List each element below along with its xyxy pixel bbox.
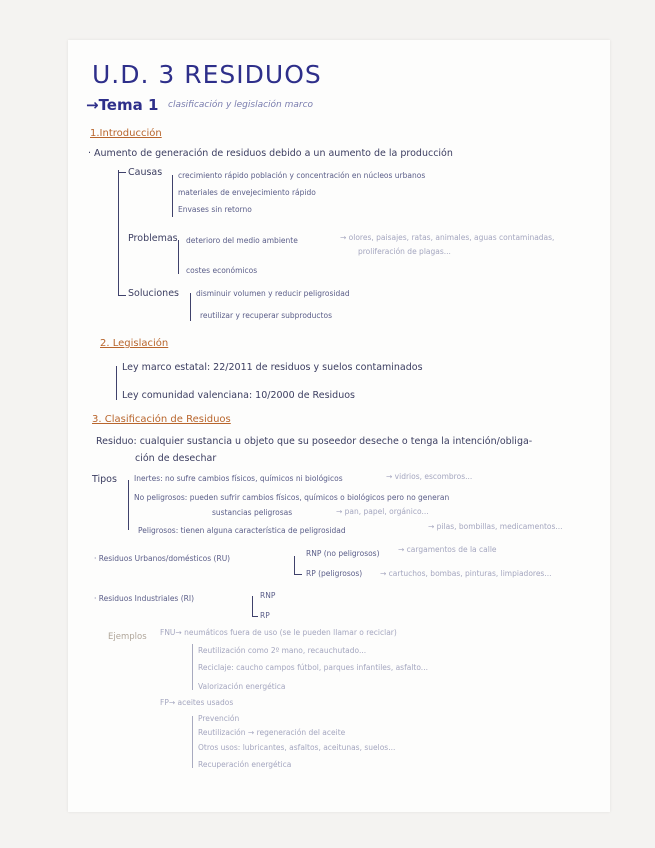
tema-subtitle: clasificación y legislación marco (168, 100, 314, 110)
fnu-item: Reutilización como 2º mano, recauchutado... (198, 646, 367, 655)
residuos-industriales: · Residuos Industriales (RI) (94, 594, 194, 603)
peligrosos-note: → pilas, bombillas, medicamentos... (428, 522, 563, 531)
problemas-note: → olores, paisajes, ratas, animales, aguas contaminadas, (340, 233, 555, 242)
ru-rnp: RNP (no peligrosos) (306, 549, 380, 558)
tipo-inertes: Inertes: no sufre cambios físicos, químicos ni biológicos (134, 474, 343, 483)
intro-text: · Aumento de generación de residuos debido a un aumento de la producción (88, 148, 453, 159)
causas-bracket (172, 175, 173, 217)
tema-heading: →Tema 1 (86, 96, 159, 114)
ru-rnp-note: → cargamentos de la calle (398, 545, 497, 554)
legislacion-bracket (116, 366, 117, 400)
ri-bracket (252, 596, 253, 616)
soluciones-label: Soluciones (128, 288, 179, 299)
causa-item: materiales de envejecimiento rápido (178, 188, 316, 197)
causa-item: Envases sin retorno (178, 205, 252, 214)
section-heading-clasificacion: 3. Clasificación de Residuos (92, 414, 231, 425)
fp-item: Otros usos: lubricantes, asfaltos, aceitunas, suelos... (198, 743, 396, 752)
tipo-no-peligrosos-cont: sustancias peligrosas (212, 508, 293, 517)
tipos-bracket (128, 480, 129, 530)
fp-item: Reutilización → regeneración del aceite (198, 728, 346, 737)
ejemplos-label: Ejemplos (108, 632, 147, 642)
problemas-bracket (178, 240, 179, 274)
section-heading-legislacion: 2. Legislación (100, 338, 169, 349)
bracket-tick (118, 295, 126, 296)
problema-item: costes económicos (186, 266, 258, 275)
tipo-peligrosos: Peligrosos: tienen alguna característica de peligrosidad (138, 526, 346, 535)
fp-item: Recuperación energética (198, 760, 292, 769)
causas-label: Causas (128, 167, 163, 178)
residuos-urbanos: · Residuos Urbanos/domésticos (RU) (94, 554, 231, 563)
ru-bracket (294, 556, 295, 574)
soluciones-bracket (190, 293, 191, 321)
fnu-item: Valorización energética (198, 682, 286, 691)
fnu-item: Reciclaje: caucho campos fútbol, parques infantiles, asfalto... (198, 663, 428, 672)
section1-main-bracket (118, 170, 119, 296)
page-title: U.D. 3 RESIDUOS (92, 60, 322, 89)
section-heading-introduccion: 1.Introducción (90, 128, 162, 139)
fp-bracket (192, 716, 193, 768)
ley-item: Ley marco estatal: 22/2011 de residuos y suelos contaminados (122, 362, 423, 373)
ru-rp-note: → cartuchos, bombas, pinturas, limpiadores... (380, 569, 552, 578)
no-peligrosos-note: → pan, papel, orgánico... (336, 507, 429, 516)
tipo-no-peligrosos: No peligrosos: pueden sufrir cambios físicos, químicos o biológicos pero no generan (134, 493, 450, 502)
problema-item: deterioro del medio ambiente (186, 236, 298, 245)
problemas-label: Problemas (128, 233, 178, 244)
bracket-tick (294, 574, 302, 575)
fp-item: Prevención (198, 714, 240, 723)
solucion-item: disminuir volumen y reducir peligrosidad (196, 289, 350, 298)
tipos-label: Tipos (92, 474, 117, 485)
bracket-tick (252, 616, 258, 617)
inertes-note: → vidrios, escombros... (386, 472, 473, 481)
problemas-note: proliferación de plagas... (358, 247, 451, 256)
solucion-item: reutilizar y recuperar subproductos (200, 311, 332, 320)
fnu-bracket (192, 644, 193, 690)
ley-item: Ley comunidad valenciana: 10/2000 de Residuos (122, 390, 355, 401)
residuo-definition: Residuo: cualquier sustancia u objeto que su poseedor deseche o tenga la intención/obliga- (96, 436, 533, 447)
causa-item: crecimiento rápido población y concentración en núcleos urbanos (178, 171, 426, 180)
residuo-definition-cont: ción de desechar (135, 453, 217, 464)
fnu-heading: FNU→ neumáticos fuera de uso (se le pueden llamar o reciclar) (160, 628, 397, 637)
ri-rp: RP (260, 611, 270, 620)
ru-rp: RP (peligrosos) (306, 569, 363, 578)
ri-rnp: RNP (260, 591, 276, 600)
bracket-tick (118, 172, 126, 173)
fp-heading: FP→ aceites usados (160, 698, 234, 707)
